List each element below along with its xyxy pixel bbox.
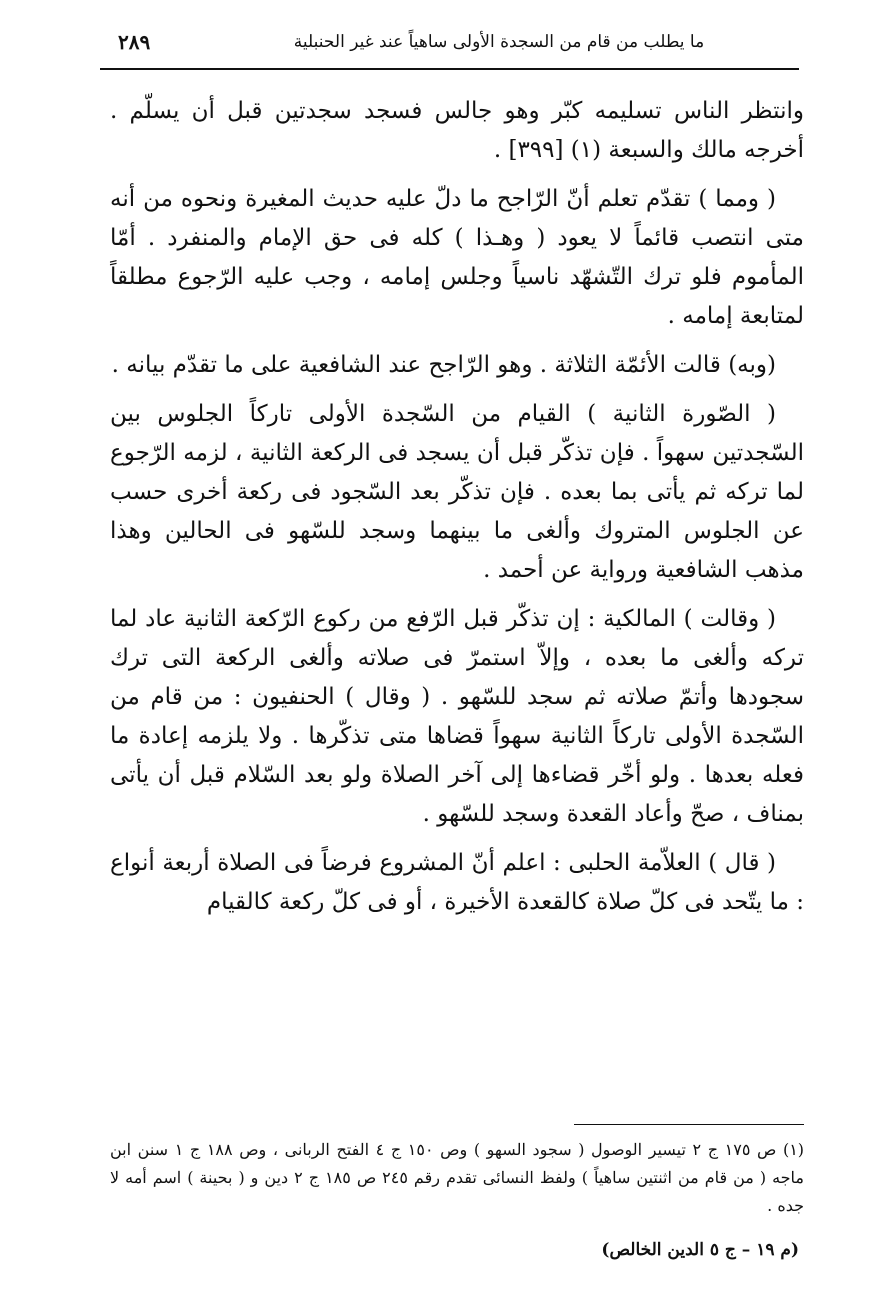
footnote-rule (574, 1124, 804, 1125)
footnote (110, 1136, 804, 1220)
header-rule (100, 68, 799, 70)
running-header (100, 26, 799, 66)
main-text (110, 92, 804, 932)
paragraph: ( الصّورة الثانية ) القيام من السّجدة الأولى تاركاً الجلوس بين السّجدتين سهواً . فإن تذكّر قبل أن يسجد فى الركعة الثانية ، لزمه الرّجوع لما تركه ثم يأتى بما بعده . فإن تذكّر بعد السّجود فى ركعة أخرى حسب عن الجلوس المتروك وألغى ما بينهما وسجد للسّهو فى الحالين وهذا مذهب الشافعية ورواية عن أحمد . (110, 401, 804, 583)
footnote-text: (١) ص ١٧٥ ج ٢ تيسير الوصول ( سجود السهو ) وص ١٥٠ ج ٤ الفتح الربانى ، وص ١٨٨ ج ١ سنن ابن ماجه ( من قام من اثنتين ساهياً ) ولفظ النسائى تقدم رقم ٢٤٥ ص ١٨٥ ج ٢ دين و ( بحينة ) اسم أمه لا جده . (110, 1140, 805, 1215)
paragraph: ( قال ) العلاّمة الحلبى : اعلم أنّ المشروع فرضاً فى الصلاة أربعة أنواع : ما يتّحد فى كلّ صلاة كالقعدة الأخيرة ، أو فى كلّ ركعة كالقيام (110, 850, 804, 915)
paragraph: (وبه) قالت الأئمّة الثلاثة . وهو الرّاجح عند الشافعية على ما تقدّم بيانه . (111, 352, 776, 378)
running-header-title: ما يطلب من قام من السجدة الأولى ساهياً عند غير الحنبلية (293, 32, 705, 52)
paragraph: ( ومما ) تقدّم تعلم أنّ الرّاجح ما دلّ عليه حديث المغيرة ونحوه من أنه متى انتصب قائماً لا يعود ( وهـذا ) كله فى حق الإمام والمنفرد . أمّا المأموم فلو ترك التّشهّد ناسياً وجلس إمامه ، وجب عليه الرّجوع مطلقاً لمتابعة إمامه . (110, 186, 804, 329)
signature-mark: (م ١٩ – ج ٥ الدين الخالص) (601, 1240, 799, 1260)
paragraph: ( وقالت ) المالكية : إن تذكّر قبل الرّفع من ركوع الرّكعة الثانية عاد لما تركه وألغى ما بعده ، وإلاّ استمرّ فى صلاته وألغى الركعة التى ترك سجودها وأتمّ صلاته ثم سجد للسّهو . ( وقال ) الحنفيون : من قام من السّجدة الأولى تاركاً الثانية سهواً قضاها متى تذكّرها . ولا يلزمه إعادة ما فعله بعدها . ولو أخّر قضاءها إلى آخر الصلاة ولو بعد السّلام قبل أن يأتى بمناف ، صحّ وأعاد القعدة وسجد للسّهو . (110, 606, 804, 827)
paragraph: وانتظر الناس تسليمه كبّر وهو جالس فسجد سجدتين قبل أن يسلّم . أخرجه مالك والسبعة (١) [٣٩٩] . (110, 98, 804, 163)
page-number: ٢٨٩ (118, 30, 151, 54)
